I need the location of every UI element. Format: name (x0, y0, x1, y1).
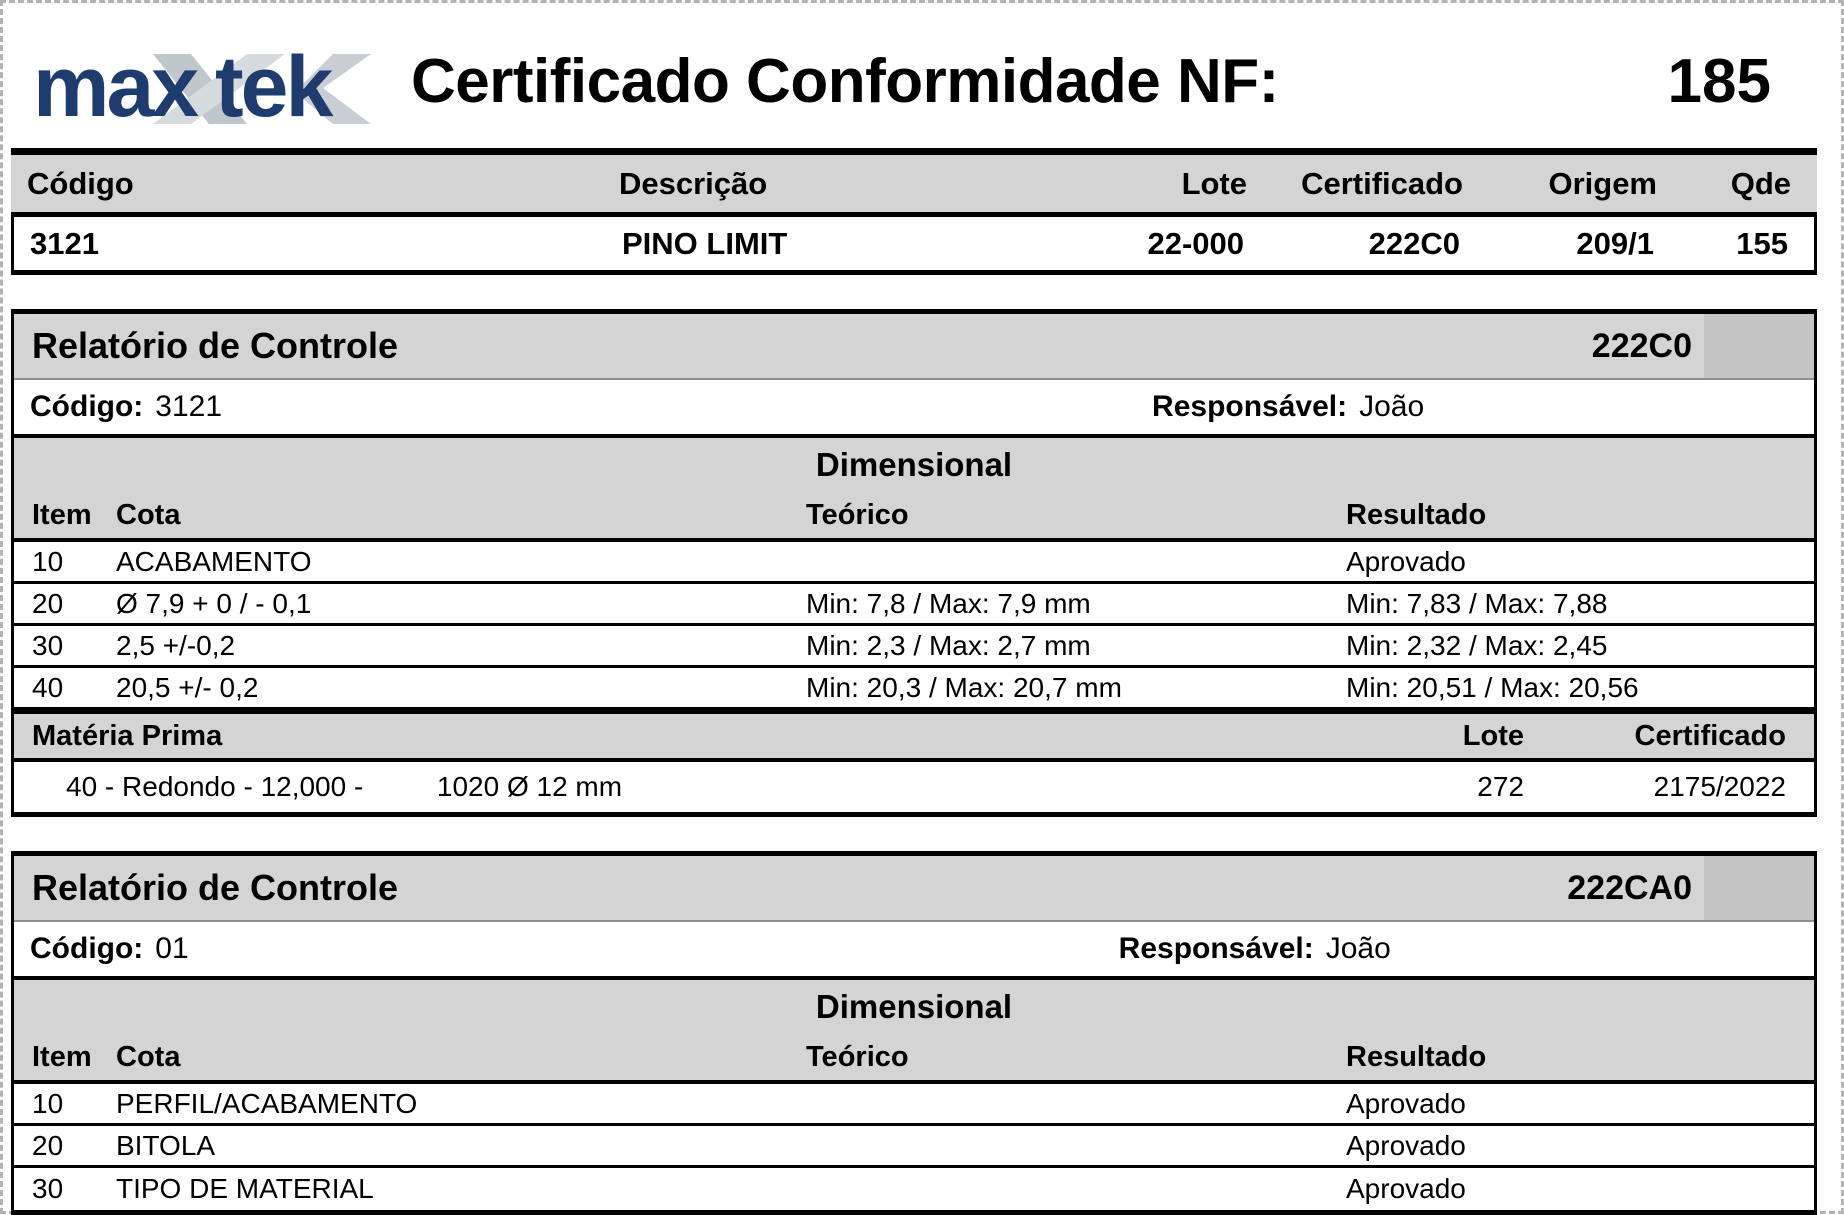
document-sheet (11, 15, 1817, 1205)
cell-mp-descricao-b: 1020 Ø 12 mm (436, 771, 623, 802)
cell-teorico: Min: 20,3 / Max: 20,7 mm (806, 671, 1122, 703)
cell-mp-certificado: 2175/2022 (1653, 771, 1786, 802)
section-gap (11, 817, 1817, 851)
cell-item: 20 (32, 587, 64, 619)
cell-item: 10 (32, 545, 64, 577)
cell-item: 20 (32, 1129, 64, 1161)
materia-prima-header (14, 710, 1814, 762)
cell-teorico: Min: 7,8 / Max: 7,9 mm (806, 587, 1091, 619)
codigo-label: Código: (30, 932, 144, 965)
cell-cota: 20,5 +/- 0,2 (116, 671, 259, 703)
report-header-1 (14, 314, 1814, 380)
cell-cota: Ø 7,9 + 0 / - 0,1 (116, 587, 312, 619)
table-row (14, 542, 1814, 584)
report-code-block (1704, 314, 1814, 378)
col-header-mp-lote: Lote (1462, 719, 1524, 752)
report-block-1 (11, 309, 1817, 817)
report-header-2 (14, 856, 1814, 922)
col-header-item: Item (32, 498, 92, 531)
cell-cota: TIPO DE MATERIAL (116, 1173, 374, 1204)
col-header-cota: Cota (116, 1040, 181, 1073)
table-row (14, 626, 1814, 668)
nf-number: 185 (1667, 47, 1771, 116)
maxtek-logo (33, 36, 393, 128)
report-meta-1 (14, 380, 1814, 438)
cell-resultado: Aprovado (1346, 1087, 1466, 1119)
report-block-2 (11, 851, 1817, 1215)
cell-item: 30 (32, 1173, 64, 1204)
section-gap (11, 275, 1817, 309)
col-header-resultado: Resultado (1346, 498, 1487, 531)
page-title: Certificado Conformidade NF: (411, 47, 1279, 116)
cell-origem: 209/1 (1576, 225, 1654, 261)
table-row (14, 1084, 1814, 1126)
report-code: 222C0 (1591, 326, 1692, 365)
codigo-value: 3121 (155, 390, 223, 423)
cell-resultado: Aprovado (1346, 545, 1466, 577)
col-header-cota: Cota (116, 498, 181, 531)
dimensional-title: Dimensional (14, 438, 1814, 492)
cell-mp-lote: 272 (1477, 771, 1524, 802)
cell-cota: BITOLA (116, 1129, 216, 1161)
report-title: Relatório de Controle (32, 867, 399, 908)
cell-codigo: 3121 (30, 225, 99, 261)
svg-text:max: max (33, 38, 197, 128)
table-row (14, 1168, 1814, 1210)
cell-resultado: Aprovado (1346, 1173, 1466, 1204)
cell-qde: 155 (1736, 225, 1788, 261)
maxtek-logo-icon (33, 36, 393, 128)
item-table-header (11, 155, 1817, 217)
cell-mp-descricao (14, 771, 1304, 803)
table-row (11, 217, 1817, 275)
responsavel-group (1152, 390, 1424, 424)
col-header-teorico: Teórico (806, 1040, 909, 1073)
responsavel-value: João (1359, 390, 1425, 423)
document-header (11, 15, 1817, 155)
report-code: 222CA0 (1567, 868, 1692, 907)
responsavel-label: Responsável: (1118, 932, 1314, 965)
table-row (14, 668, 1814, 710)
codigo-value: 01 (155, 932, 189, 965)
table-row (14, 1126, 1814, 1168)
cell-descricao: PINO LIMIT (622, 225, 788, 261)
col-header-descricao: Descrição (619, 165, 768, 201)
col-header-codigo: Código (27, 165, 134, 201)
responsavel-label: Responsável: (1152, 390, 1348, 423)
materia-prima-row (14, 762, 1814, 812)
responsavel-value: João (1325, 932, 1391, 965)
cell-item: 30 (32, 629, 64, 661)
responsavel-group (1119, 932, 1391, 966)
col-header-certificado: Certificado (1301, 165, 1463, 201)
col-header-teorico: Teórico (806, 498, 909, 531)
cell-resultado: Min: 2,32 / Max: 2,45 (1346, 629, 1608, 661)
col-header-materia-prima: Matéria Prima (32, 719, 223, 752)
report-meta-2 (14, 922, 1814, 980)
col-header-lote: Lote (1181, 165, 1247, 201)
cell-cota: ACABAMENTO (116, 545, 312, 577)
cell-lote: 22-000 (1147, 225, 1244, 261)
report-code-block (1704, 856, 1814, 920)
cell-item: 10 (32, 1087, 64, 1119)
codigo-label: Código: (30, 390, 144, 423)
report-title: Relatório de Controle (32, 325, 399, 366)
col-header-origem: Origem (1548, 165, 1657, 201)
cell-resultado: Min: 20,51 / Max: 20,56 (1346, 671, 1639, 703)
col-header-qde: Qde (1730, 165, 1791, 201)
cell-resultado: Min: 7,83 / Max: 7,88 (1346, 587, 1608, 619)
cell-cota: 2,5 +/-0,2 (116, 629, 236, 661)
cell-cota: PERFIL/ACABAMENTO (116, 1087, 418, 1119)
col-header-mp-certificado: Certificado (1634, 719, 1786, 752)
dimensional-header-2 (14, 1034, 1814, 1084)
cell-certificado: 222C0 (1368, 225, 1460, 261)
dimensional-header-1 (14, 492, 1814, 542)
svg-text:tek: tek (215, 38, 331, 128)
cell-teorico: Min: 2,3 / Max: 2,7 mm (806, 629, 1091, 661)
table-row (14, 584, 1814, 626)
dimensional-title: Dimensional (14, 980, 1814, 1034)
cell-item: 40 (32, 671, 64, 703)
cell-mp-descricao-a: 40 - Redondo - 12,000 - (66, 771, 364, 802)
cell-resultado: Aprovado (1346, 1129, 1466, 1161)
col-header-item: Item (32, 1040, 92, 1073)
col-header-resultado: Resultado (1346, 1040, 1487, 1073)
